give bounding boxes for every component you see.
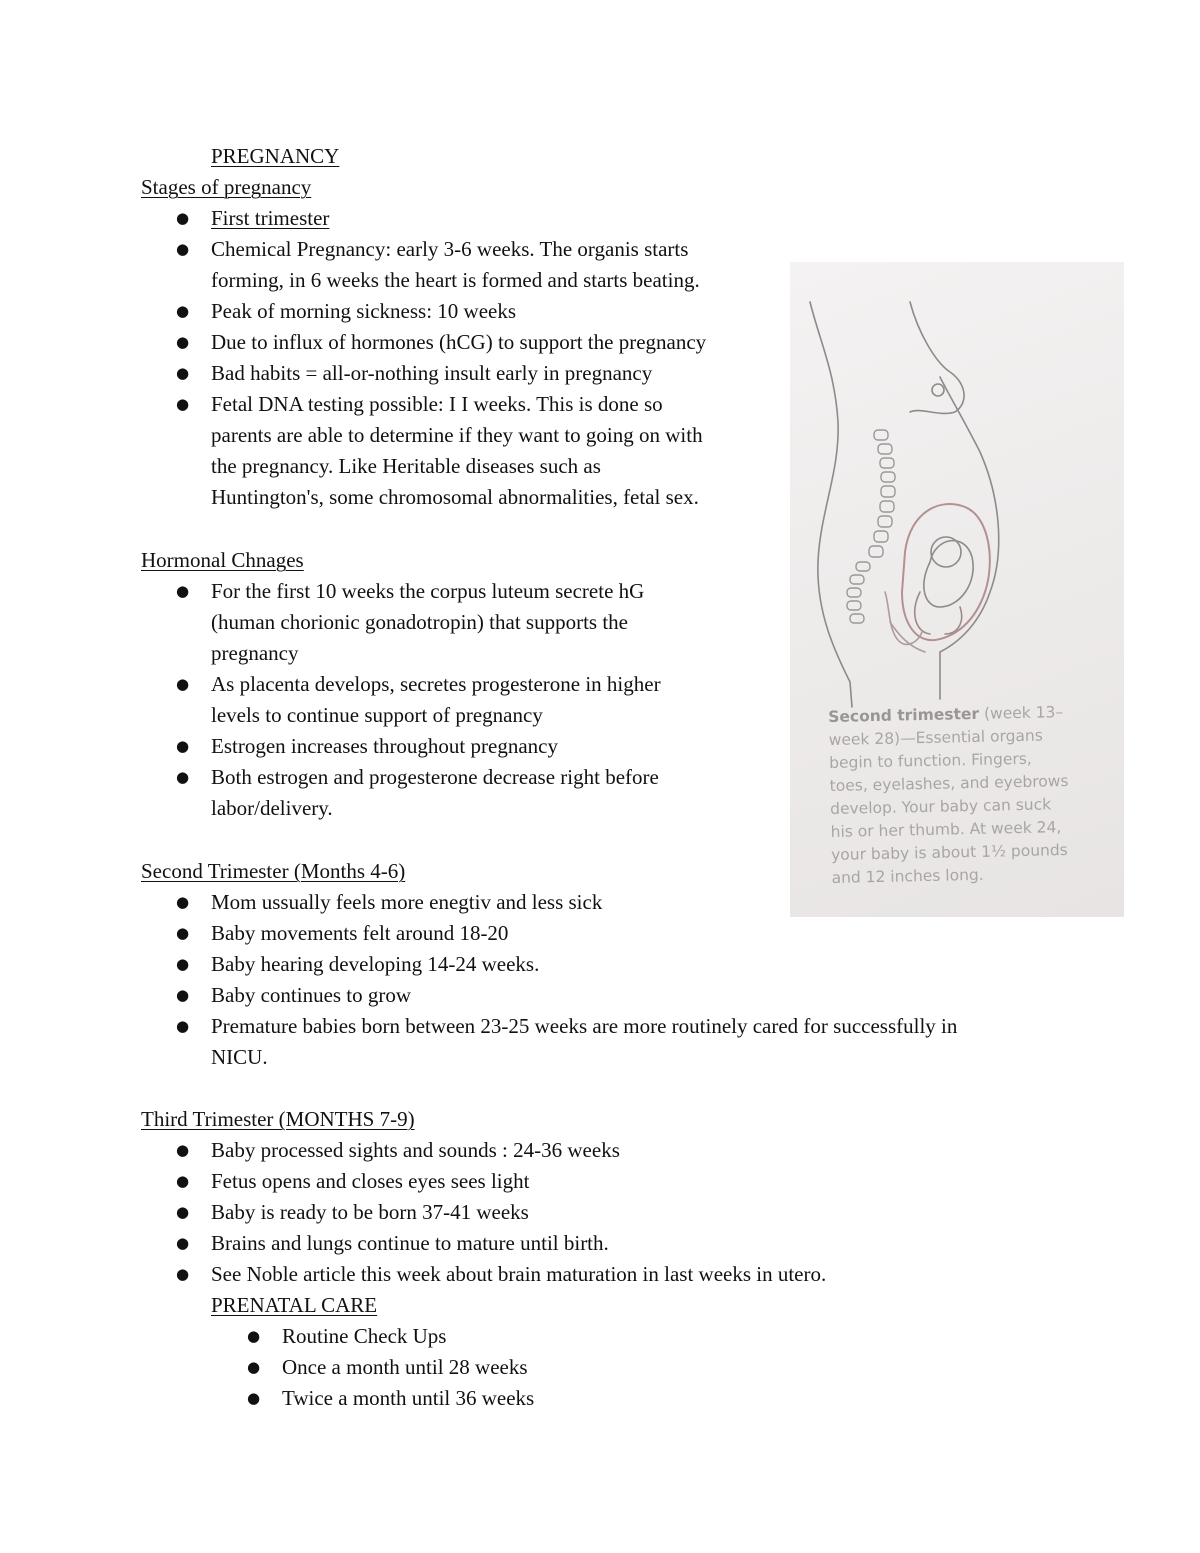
bullet-icon: ● (176, 768, 190, 786)
bullet-icon: ● (176, 1203, 190, 1221)
list-item-text: Baby continues to grow (211, 983, 412, 1007)
list-item-text: forming, in 6 weeks the heart is formed and starts beating. (211, 268, 700, 292)
list-item-text: Baby hearing developing 14-24 weeks. (211, 952, 540, 976)
list-item-text: levels to continue support of pregnancy (211, 703, 543, 727)
bullet-icon: ● (176, 1265, 190, 1283)
bullet-icon: ● (176, 737, 190, 755)
list-item-text: parents are able to determine if they want to going on with (211, 423, 703, 447)
caption-line: toes, eyelashes, and eyebrows (829, 771, 1069, 795)
list-item-text: Fetus opens and closes eyes sees light (211, 1169, 530, 1193)
bullet-icon: ● (176, 1017, 190, 1035)
list-item-text: Baby movements felt around 18-20 (211, 921, 509, 945)
second-trimester-heading: Second Trimester (Months 4-6) (141, 859, 406, 883)
bullet-icon: ● (247, 1358, 261, 1376)
list-item-text: (human chorionic gonadotropin) that supports the (211, 610, 628, 634)
list-item-text: Premature babies born between 23-25 weeks are more routinely cared for successfully in (211, 1014, 958, 1038)
caption-line: and 12 inches long. (831, 865, 984, 887)
caption-line: develop. Your baby can suck (829, 795, 1052, 818)
list-item-text: NICU. (211, 1045, 268, 1069)
bullet-icon: ● (176, 209, 190, 227)
list-item-text: Once a month until 28 weeks (282, 1355, 528, 1379)
bullet-icon: ● (247, 1389, 261, 1407)
list-item-text: Huntington's, some chromosomal abnormalities, fetal sex. (211, 485, 699, 509)
caption-line: begin to function. Fingers, (829, 749, 1032, 772)
bullet-icon: ● (176, 675, 190, 693)
list-item-text: As placenta develops, secretes progesterone in higher (211, 672, 661, 696)
bullet-icon: ● (176, 1172, 190, 1190)
caption-line: week 28)—Essential organs (828, 726, 1044, 749)
first-trimester-label: First trimester (211, 206, 330, 230)
third-trimester-heading: Third Trimester (MONTHS 7-9) (141, 1107, 415, 1131)
bullet-icon: ● (176, 240, 190, 258)
bullet-icon: ● (176, 986, 190, 1004)
bullet-icon: ● (176, 395, 190, 413)
list-item-text: Fetal DNA testing possible: I I weeks. This is done so (211, 392, 663, 416)
bullet-icon: ● (176, 1234, 190, 1252)
list-item-text: the pregnancy. Like Heritable diseases such as (211, 454, 601, 478)
list-item-text: Twice a month until 36 weeks (282, 1386, 535, 1410)
bullet-icon: ● (176, 302, 190, 320)
bullet-icon: ● (176, 364, 190, 382)
list-item-text: Routine Check Ups (282, 1324, 447, 1348)
list-item-text: pregnancy (211, 641, 299, 665)
list-item-text: Due to influx of hormones (hCG) to support the pregnancy (211, 330, 707, 354)
bullet-icon: ● (176, 893, 190, 911)
list-item-text: Estrogen increases throughout pregnancy (211, 734, 558, 758)
stages-heading: Stages of pregnancy (141, 175, 312, 199)
list-item-text: For the first 10 weeks the corpus luteum secrete hG (211, 579, 645, 603)
bullet-icon: ● (176, 955, 190, 973)
photo-caption (828, 701, 1092, 890)
caption-bold: Second trimester (828, 704, 980, 726)
bullet-icon: ● (176, 924, 190, 942)
list-item-text: labor/delivery. (211, 796, 333, 820)
caption-line: his or her thumb. At week 24, (830, 818, 1062, 841)
prenatal-care-heading: PRENATAL CARE (211, 1293, 378, 1317)
list-item-text: Brains and lungs continue to mature until birth. (211, 1231, 609, 1255)
bullet-icon: ● (247, 1327, 261, 1345)
list-item-text: Both estrogen and progesterone decrease right before (211, 765, 659, 789)
caption-line: (week 13– (978, 703, 1064, 723)
page-title: PREGNANCY (211, 144, 340, 168)
list-item-text: Baby processed sights and sounds : 24-36 weeks (211, 1138, 620, 1162)
caption-line: your baby is about 1½ pounds (830, 841, 1068, 864)
bullet-icon: ● (176, 582, 190, 600)
hormonal-heading: Hormonal Chnages (141, 548, 304, 572)
bullet-icon: ● (176, 1141, 190, 1159)
list-item-text: Chemical Pregnancy: early 3-6 weeks. The organis starts (211, 237, 689, 261)
list-item-text: Peak of morning sickness: 10 weeks (211, 299, 517, 323)
list-item-text: See Noble article this week about brain maturation in last weeks in utero. (211, 1262, 827, 1286)
list-item-text: Bad habits = all-or-nothing insult early in pregnancy (211, 361, 653, 385)
bullet-icon: ● (176, 333, 190, 351)
list-item-text: Baby is ready to be born 37-41 weeks (211, 1200, 529, 1224)
list-item-text: Mom ussually feels more enegtiv and less sick (211, 890, 603, 914)
trimester-photo (790, 262, 1124, 917)
